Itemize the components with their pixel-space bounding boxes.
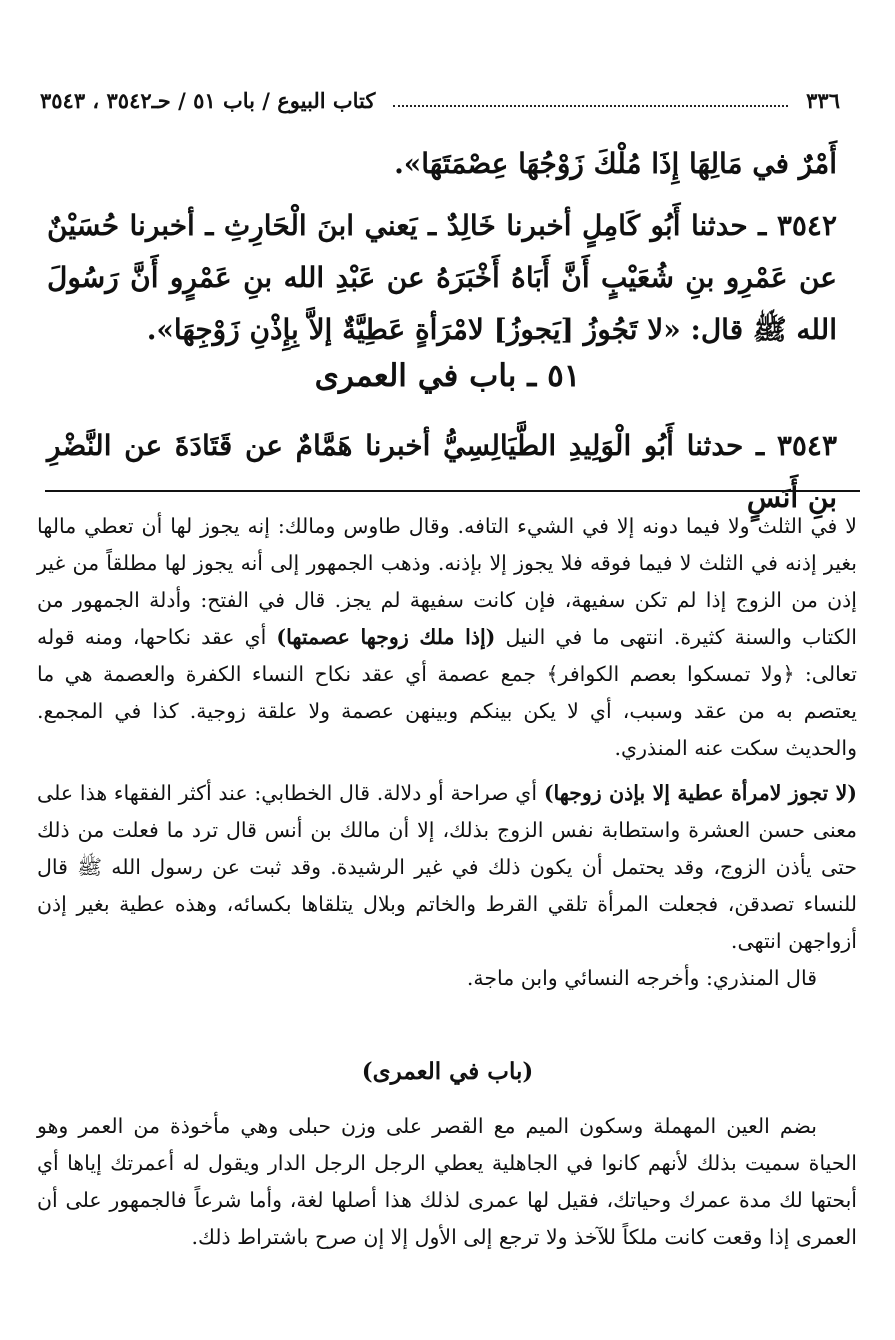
hadith-3542-ending: أَمْرٌ في مَالِهَا إِذَا مُلْكَ زَوْجُهَا عِصْمَتَهَا».	[394, 147, 837, 180]
page-number: ٣٣٦	[806, 87, 840, 113]
page-header	[40, 80, 840, 120]
quoted-phrase: (لا تجوز لامرأة عطية إلا بإذن زوجها)	[543, 781, 857, 805]
header-dotted-leader	[393, 93, 788, 107]
commentary-paragraph-3: قال المنذري: وأخرجه النسائي وابن ماجة.	[466, 966, 817, 990]
footnote-divider	[45, 490, 860, 492]
commentary-subheading: (باب في العمرى)	[361, 1058, 534, 1085]
hadith-3543: ٣٥٤٣ ـ حدثنا أَبُو الْوَلِيدِ الطَّيَالِسِيُّ أخبرنا هَمَّامٌ عن قَتَادَةَ عن النَّضْرِ بنِ أَنَسٍ	[47, 429, 837, 514]
running-title: كتاب البيوع / باب ٥١ / حـ٣٥٤٢ ، ٣٥٤٣	[40, 87, 376, 113]
commentary-block-1	[37, 508, 857, 997]
commentary-paragraph-4: بضم العين المهملة وسكون الميم مع القصر على وزن حبلى وهي مأخوذة من العمر وهو الحياة سميت بذلك لأنهم كانوا في الجاهلية يعطي الرجل الرجل الدار ويقول له أعمرتك إياها أي أبحتها لك مدة عمرك وحياتك، فقيل لها عمرى لذلك هذا أصلها لغة، وأما شرعاً فالجمهور على أن العمرى إذا وقعت كانت ملكاً للآخذ ولا ترجع إلى الأول إلا إن صرح باشتراط ذلك.	[37, 1114, 857, 1249]
hadith-3542: ٣٥٤٢ ـ حدثنا أَبُو كَامِلٍ أخبرنا خَالِدٌ ـ يَعني ابنَ الْحَارِثِ ـ أخبرنا حُسَيْنٌ عن عَمْرِو بنِ شُعَيْبٍ أَنَّ أَبَاهُ أَخْبَرَهُ عن عَبْدِ الله بنِ عَمْرٍو أَنَّ رَسُولَ الله ﷺ قال: «لا تَجُوزُ [يَجوزُ] لامْرَأةٍ عَطِيَّةٌ إلاَّ بِإِذْنِ زَوْجِهَا».	[47, 209, 837, 346]
chapter-heading: ٥١ ـ باب في العمرى	[314, 358, 581, 394]
commentary-block-2	[37, 1108, 857, 1256]
commentary-paragraph-2: (لا تجوز لامرأة عطية إلا بإذن زوجها) أي صراحة أو دلالة. قال الخطابي: عند أكثر الفقهاء هذا على معنى حسن العشرة واستطابة نفس الزوج بذلك، إلا أن مالك بن أنس قال ترد ما فعلت من ذلك حتى يأذن الزوج، وقد يحتمل أن يكون ذلك في غير الرشيدة. وقد ثبت عن رسول الله ﷺ قال للنساء تصدقن، فجعلت المرأة تلقي القرط والخاتم وبلال يتلقاها بكسائه، وهذه عطية بغير إذن أزواجهن انتهى.	[37, 781, 857, 953]
commentary-paragraph-1: لا في الثلث ولا فيما دونه إلا في الشيء التافه. وقال طاوس ومالك: إنه يجوز لها أن تعطي مالها بغير إذنه في الثلث لا فيما فوقه فلا يجوز إلا بإذنه. وذهب الجمهور إلى أنه يجوز لها مطلقاً من غير إذن من الزوج إذا لم تكن سفيهة، فإن كانت سفيهة لم يجز. قال في الفتح: وأدلة الجمهور من الكتاب والسنة كثيرة. انتهى ما في النيل (إذا ملك زوجها عصمتها) أي عقد نكاحها، ومنه قوله تعالى: ﴿ولا تمسكوا بعصم الكوافر﴾ جمع عصمة أي عقد نكاح النساء الكفرة والعصمة هي ما يعتصم به من عقد وسبب، أي لا يكن بينكم وبينهن عصمة ولا علقة زوجية. كذا في المجمع. والحديث سكت عنه المنذري.	[37, 514, 857, 760]
quoted-phrase: (إذا ملك زوجها عصمتها)	[276, 625, 496, 649]
